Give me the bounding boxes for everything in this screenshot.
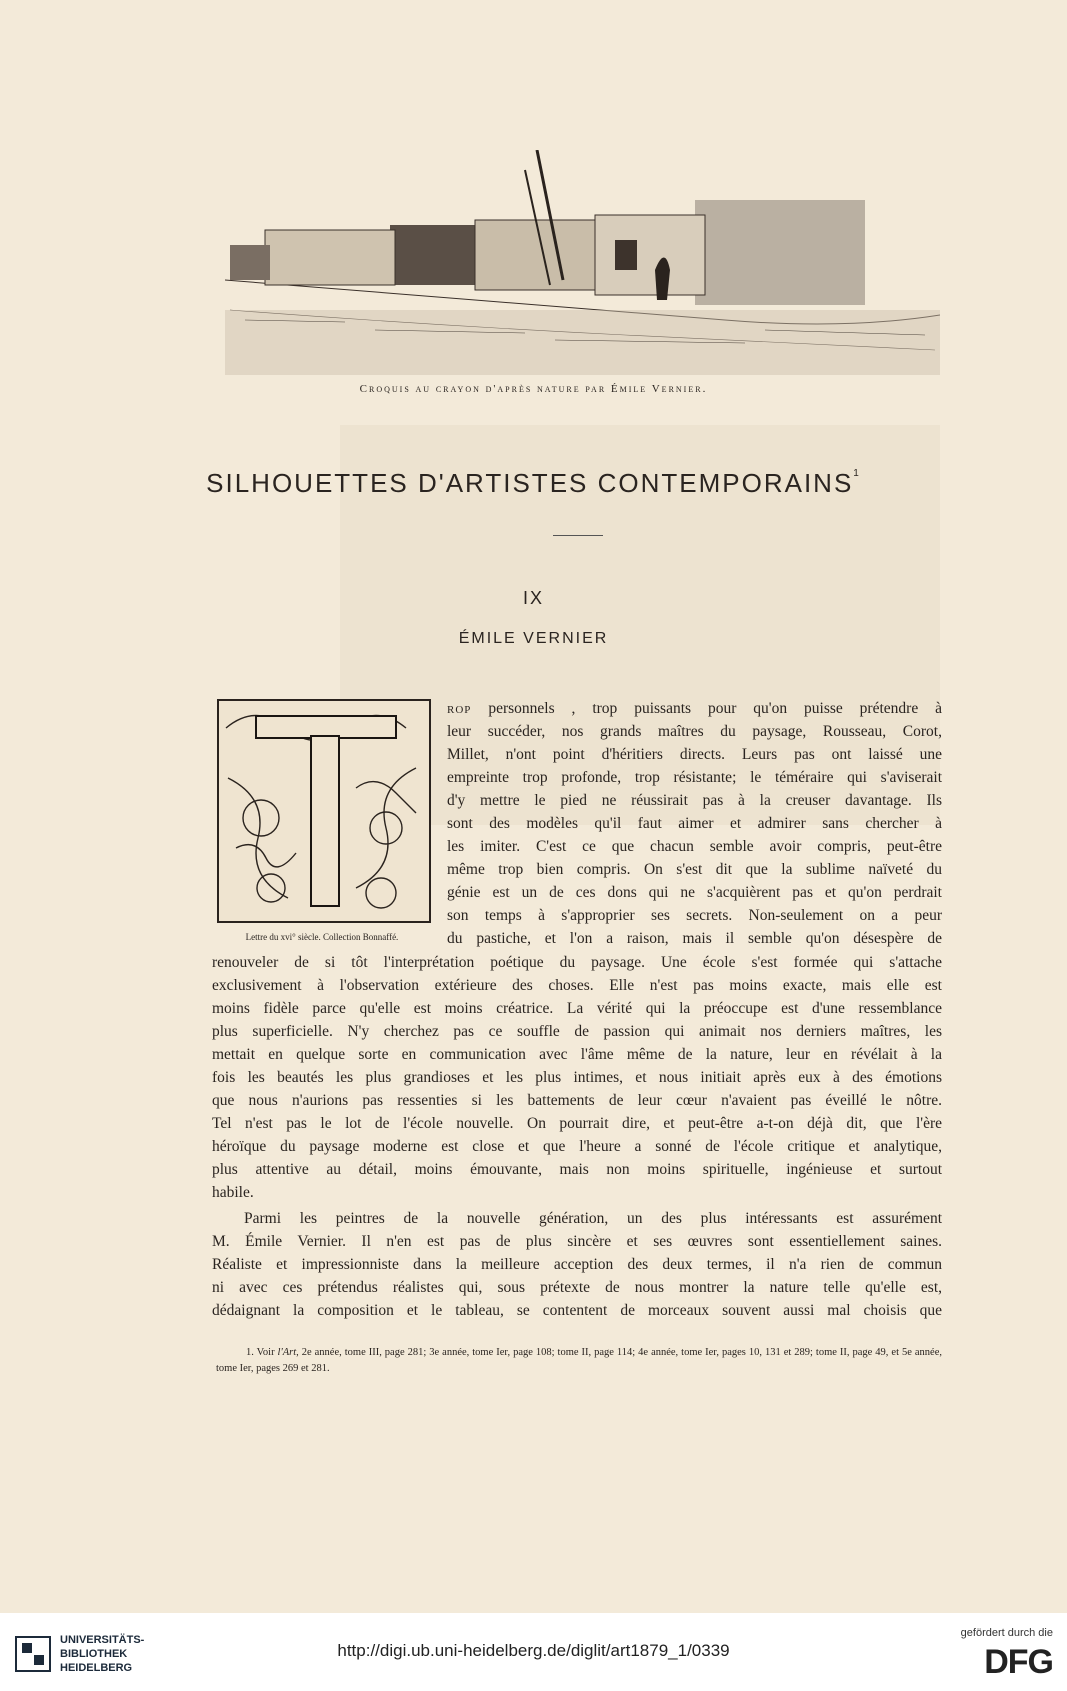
text-line: que nous n'aurions pas ressenties si les battements de leur cœur n'avaient pas éveillé le nôtre.: [212, 1092, 942, 1109]
text-line: rop personnels , trop puissants pour qu'on puisse prétendre à: [447, 700, 942, 717]
text-line: plus attentive au détail, moins émouvante, mais non moins spirituelle, ingénieuse et surtout: [212, 1161, 942, 1178]
text-line: ni avec ces prétendus réalistes qui, sous prétexte de nous montrer la nature telle qu'elle est,: [212, 1279, 942, 1296]
title-divider: [553, 535, 603, 536]
dfg-logo: DFG: [984, 1643, 1053, 1681]
text-line: renouveler de si tôt l'interprétation poétique du paysage. Une école s'est formée qui s'attache: [212, 954, 942, 971]
text-line: héroïque du paysage moderne est close et que l'heure a sonné de l'école critique et analytique,: [212, 1138, 942, 1155]
text-line: exclusivement à l'observation extérieure des choses. Elle n'est pas moins exacte, mais elle est: [212, 977, 942, 994]
ornamental-dropcap-image: [216, 698, 432, 924]
village-sketch-illustration: [225, 150, 940, 375]
text-line: Tel n'est pas le lot de l'école nouvelle. On pourrait dire, et peut-être a-t-on déjà dit, que l'ère: [212, 1115, 942, 1132]
text-line: moins fidèle parce qu'elle est moins créatrice. La vérité qui la préoccupe est d'une ressemblance: [212, 1000, 942, 1017]
text-line: sont des modèles qu'il faut aimer et admirer sans chercher à: [447, 815, 942, 832]
text-line: d'y mettre le pied ne réussirait pas à la creuser davantage. Ils: [447, 792, 942, 809]
text-line: Réaliste et impressionniste dans la meilleure acception des deux termes, il n'a rien de commun: [212, 1256, 942, 1273]
text-line: Millet, n'ont point d'héritiers directs. Leurs pas ont laissé une: [447, 746, 942, 763]
text-line: plus superficielle. N'y cherchez pas ce souffle de passion qui animait nos derniers maîtres, les: [212, 1023, 942, 1040]
dropcap-caption: Lettre du xvi° siècle. Collection Bonnaffé.: [245, 932, 399, 942]
text-line: habile.: [212, 1184, 254, 1201]
text-line: leur succéder, nos grands maîtres du paysage, Rousseau, Corot,: [447, 723, 942, 740]
footnote-marker: 1: [853, 468, 861, 479]
text-line: même trop bien compris. On s'est dit que la sublime naïveté du: [447, 861, 942, 878]
library-name: UNIVERSITÄTS- BIBLIOTHEK HEIDELBERG: [60, 1634, 145, 1674]
text-line: mettait en quelque sorte en communication avec l'âme même de la nature, leur en révélait à la: [212, 1046, 942, 1063]
text-line: son temps à s'approprier ses secrets. Non-seulement on a peur: [447, 907, 942, 924]
permalink-url[interactable]: http://digi.ub.uni-heidelberg.de/diglit/art1879_1/0339: [337, 1641, 730, 1660]
article-title: SILHOUETTES D'ARTISTES CONTEMPORAINS$^1$: [206, 468, 861, 498]
footnote: 1. Voir l'Art, 2e année, tome III, page 281; 3e année, tome Ier, page 108; tome II, page 114; 4e année, tome Ier, pages 10, 131 et 289; tome II, page 49, et 5e année, tome Ier, pages 269 et 281.: [216, 1347, 942, 1374]
section-title: ÉMILE VERNIER: [458, 630, 609, 647]
text-line: génie est un de ces dons qui ne s'acquièrent pas et qu'on perdrait: [447, 884, 942, 901]
text-line: fois les beautés les plus grandioses et les plus intimes, et nous initiait après eux à des émotions: [212, 1069, 942, 1086]
text-line: Parmi les peintres de la nouvelle génération, un des plus intéressants est assurément: [244, 1210, 942, 1227]
illustration-caption: Croquis au crayon d'après nature par Émile Vernier.: [359, 383, 708, 395]
funding-label: gefördert durch die: [960, 1627, 1053, 1639]
text-line: M. Émile Vernier. Il n'en est pas de plus sincère et ses œuvres sont essentiellement saines.: [212, 1233, 942, 1250]
viewer-footer: [0, 1613, 1067, 1691]
text-line: les imiter. C'est ce que chacun semble avoir compris, peut-être: [447, 838, 942, 855]
text-line: empreinte trop profonde, trop résistante; le téméraire qui s'aviserait: [447, 769, 942, 786]
section-numeral: IX: [522, 588, 544, 608]
text-line: du pastiche, et l'on a raison, mais il semble qu'on désespère de: [447, 930, 942, 947]
text-line: dédaignant la composition et le tableau, se contentent de morceaux souvent aussi mal choisis que: [212, 1302, 942, 1319]
